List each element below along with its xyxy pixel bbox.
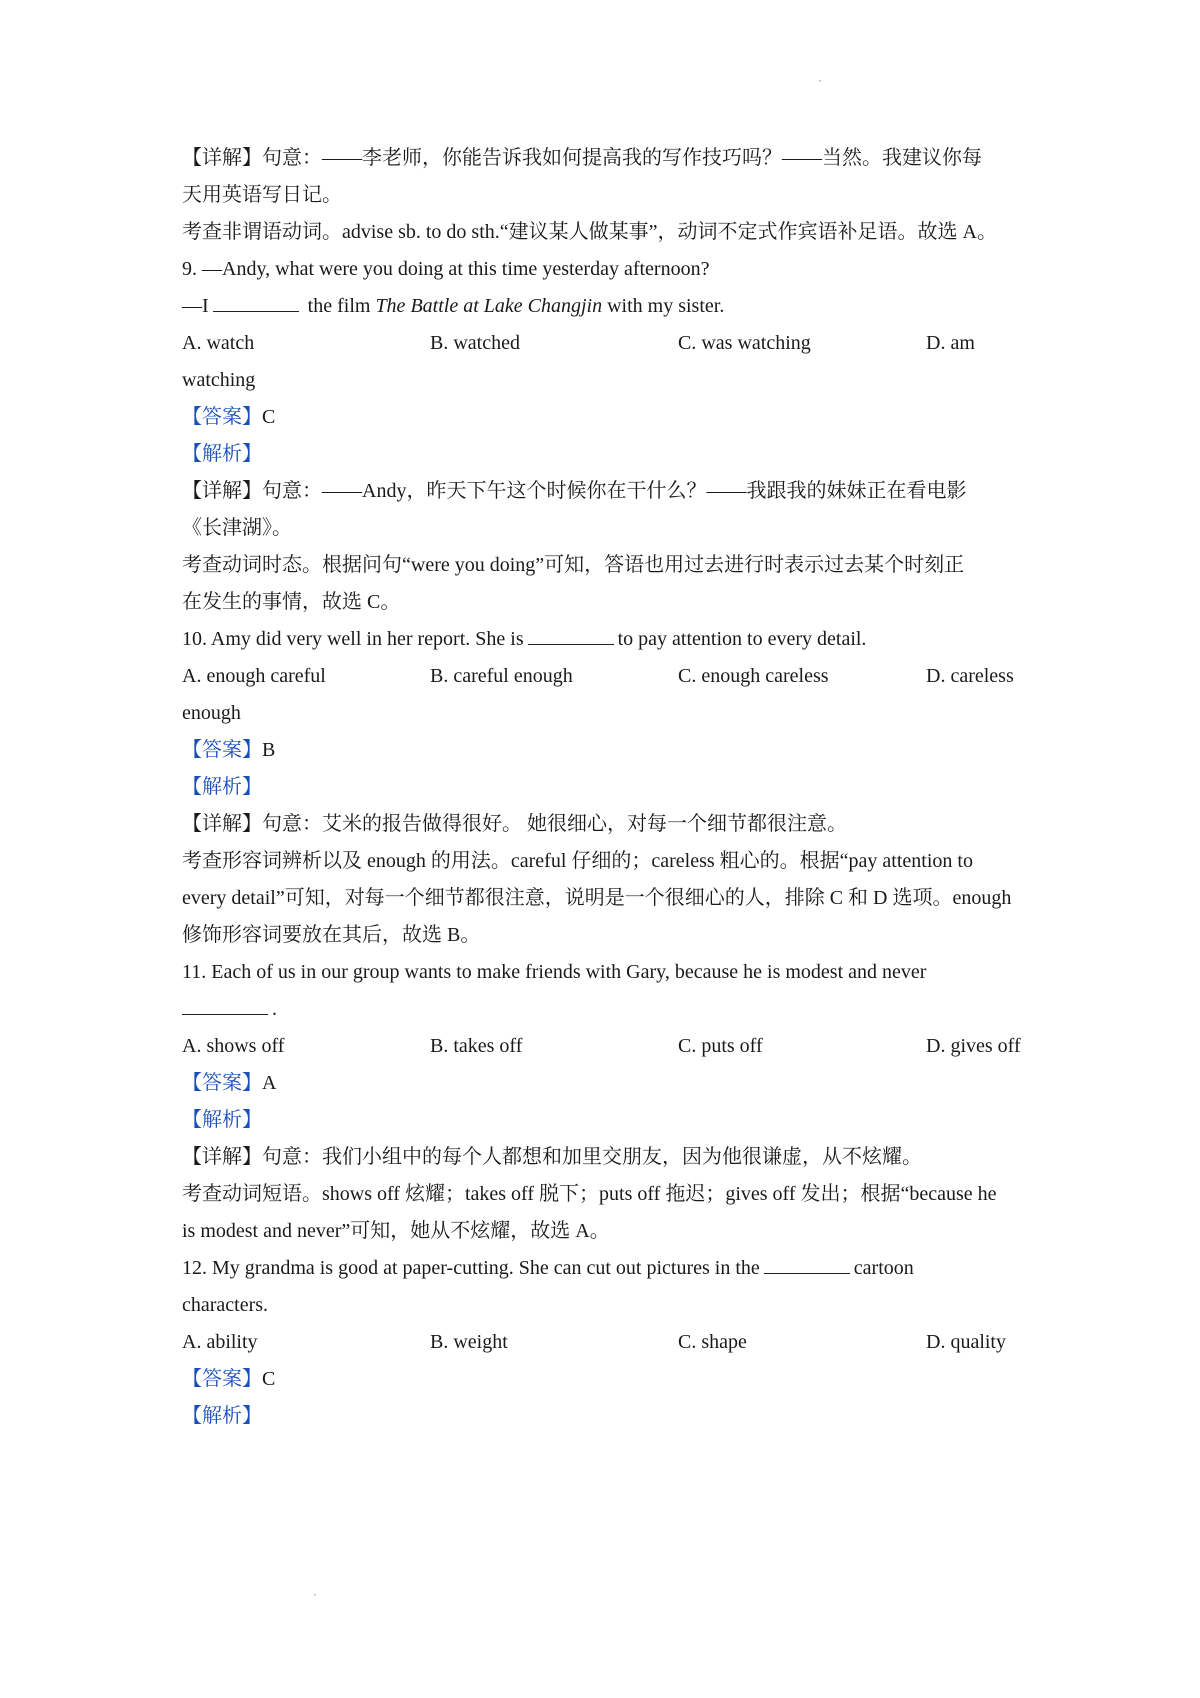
q8-detail-line-2: 天用英语写日记。 bbox=[182, 184, 342, 206]
q12-options bbox=[182, 1324, 1028, 1361]
q8-detail-line-1: 【详解】句意：——李老师，你能告诉我如何提高我的写作技巧吗？——当然。我建议你每 bbox=[182, 147, 982, 169]
q11-options bbox=[182, 1028, 1028, 1065]
q10-answer bbox=[182, 732, 1028, 769]
q12-option-a: A. ability bbox=[182, 1331, 258, 1353]
q9-detail-line-4: 在发生的事情，故选 C。 bbox=[182, 591, 401, 613]
q9-dash-i: —I bbox=[182, 295, 209, 317]
q9-option-d-continued: watching bbox=[182, 369, 256, 391]
q11-stem: 11. Each of us in our group wants to make friends with Gary, because he is modest and never bbox=[182, 961, 927, 983]
q11-detail-text-1: 句意：我们小组中的每个人都想和加里交朋友，因为他很谦虚，从不炫耀。 bbox=[262, 1146, 922, 1168]
q11-stem-line-2 bbox=[182, 991, 1028, 1028]
bottom-dot: · bbox=[313, 1588, 317, 1602]
answer-label: 【答案】 bbox=[182, 1072, 262, 1094]
q10-analysis-label: 【解析】 bbox=[182, 776, 262, 798]
q9-detail-text-1: 句意：——Andy，昨天下午这个时候你在干什么？——我跟我的妹妹正在看电影 bbox=[262, 480, 967, 502]
q9-film-title: The Battle at Lake Changjin bbox=[375, 295, 603, 317]
q10-options bbox=[182, 658, 1028, 695]
q9-the-film: the film bbox=[307, 295, 371, 317]
q11-analysis-label: 【解析】 bbox=[182, 1109, 262, 1131]
q10-option-a: A. enough careful bbox=[182, 665, 326, 687]
q11-detail-line-3: is modest and never”可知，她从不炫耀，故选 A。 bbox=[182, 1220, 610, 1242]
q9-detail-line-2: 《长津湖》。 bbox=[182, 517, 292, 539]
q11-option-b: B. takes off bbox=[430, 1035, 523, 1057]
q9-stem-line-2 bbox=[182, 288, 1028, 325]
q9-with-sister: with my sister. bbox=[607, 295, 725, 317]
q11-option-c: C. puts off bbox=[678, 1035, 763, 1057]
q12-blank bbox=[764, 1253, 850, 1274]
q12-stem-line-2: characters. bbox=[182, 1294, 269, 1316]
q12-answer bbox=[182, 1361, 1028, 1398]
q11-blank bbox=[182, 994, 268, 1015]
q9-detail-line-3: 考查动词时态。根据问句“were you doing”可知，答语也用过去进行时表示过去某个时刻正 bbox=[182, 554, 965, 576]
q12-option-d: D. quality bbox=[926, 1331, 1006, 1353]
q9-option-d: D. am bbox=[926, 332, 975, 354]
q10-option-b: B. careful enough bbox=[430, 665, 573, 687]
q9-answer-value: C bbox=[262, 406, 276, 428]
answer-label: 【答案】 bbox=[182, 739, 262, 761]
q10-detail-line-4: 修饰形容词要放在其后，故选 B。 bbox=[182, 924, 481, 946]
q11-detail-line-1 bbox=[182, 1139, 1028, 1176]
q9-blank bbox=[213, 291, 299, 312]
q10-stem-end: to pay attention to every detail. bbox=[617, 628, 867, 650]
detail-label: 【详解】 bbox=[182, 813, 262, 835]
q11-option-d: D. gives off bbox=[926, 1035, 1021, 1057]
q9-analysis-label: 【解析】 bbox=[182, 443, 262, 465]
q9-option-a: A. watch bbox=[182, 332, 255, 354]
q10-blank bbox=[528, 624, 614, 645]
q9-stem: 9. —Andy, what were you doing at this time yesterday afternoon? bbox=[182, 258, 710, 280]
q9-options bbox=[182, 325, 1028, 362]
q10-detail-line-2: 考查形容词辨析以及 enough 的用法。careful 仔细的；careless 粗心的。根据“pay attention to bbox=[182, 850, 973, 872]
q9-option-c: C. was watching bbox=[678, 332, 811, 354]
q11-answer bbox=[182, 1065, 1028, 1102]
q12-stem bbox=[182, 1250, 1028, 1287]
q11-stem-end: . bbox=[272, 998, 277, 1020]
q9-option-b: B. watched bbox=[430, 332, 520, 354]
detail-label: 【详解】 bbox=[182, 480, 262, 502]
q10-detail-text-1: 句意：艾米的报告做得很好。 她很细心，对每一个细节都很注意。 bbox=[262, 813, 847, 835]
q10-stem bbox=[182, 621, 1028, 658]
q10-stem-start: 10. Amy did very well in her report. She is bbox=[182, 628, 524, 650]
answer-label: 【答案】 bbox=[182, 406, 262, 428]
answer-label: 【答案】 bbox=[182, 1368, 262, 1390]
q10-option-d-continued: enough bbox=[182, 702, 241, 724]
top-dot: · bbox=[818, 74, 822, 88]
detail-label: 【详解】 bbox=[182, 1146, 262, 1168]
q10-detail-line-3: every detail”可知，对每一个细节都很注意，说明是一个很细心的人，排除 C 和 D 选项。enough bbox=[182, 887, 1012, 909]
q12-analysis-label: 【解析】 bbox=[182, 1405, 262, 1427]
q12-stem-start: 12. My grandma is good at paper-cutting. She can cut out pictures in the bbox=[182, 1257, 760, 1279]
q12-option-c: C. shape bbox=[678, 1331, 747, 1353]
q8-detail-line-3: 考查非谓语动词。advise sb. to do sth.“建议某人做某事”，动词不定式作宾语补足语。故选 A。 bbox=[182, 221, 997, 243]
q11-detail-line-2: 考查动词短语。shows off 炫耀；takes off 脱下；puts off 拖迟；gives off 发出；根据“because he bbox=[182, 1183, 997, 1205]
q9-answer bbox=[182, 399, 1028, 436]
q10-answer-value: B bbox=[262, 739, 276, 761]
q11-answer-value: A bbox=[262, 1072, 277, 1094]
q10-option-d: D. careless bbox=[926, 665, 1014, 687]
q12-stem-end: cartoon bbox=[853, 1257, 914, 1279]
q12-answer-value: C bbox=[262, 1368, 276, 1390]
document-content bbox=[182, 140, 1028, 1435]
q10-option-c: C. enough careless bbox=[678, 665, 829, 687]
q12-option-b: B. weight bbox=[430, 1331, 508, 1353]
q11-option-a: A. shows off bbox=[182, 1035, 285, 1057]
q10-detail-line-1 bbox=[182, 806, 1028, 843]
q9-detail-line-1 bbox=[182, 473, 1028, 510]
